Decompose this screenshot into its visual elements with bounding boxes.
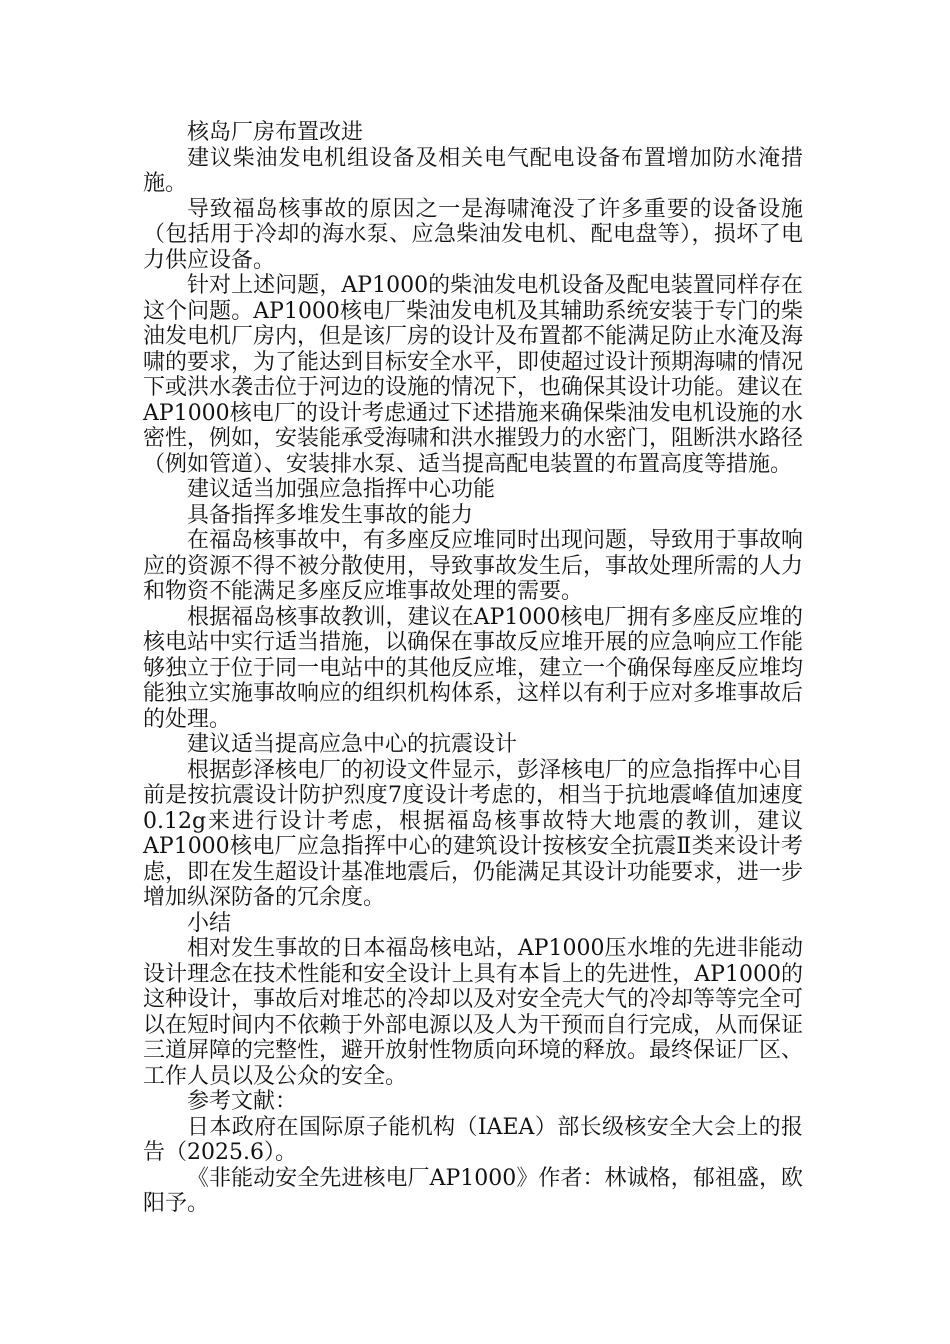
subheading-multi-reactor: 具备指挥多堆发生事故的能力 xyxy=(187,502,474,528)
references-heading: 参考文献： xyxy=(187,1089,298,1114)
section-heading-emergency-center: 建议适当加强应急指挥中心功能 xyxy=(187,477,496,502)
paragraph-summary: 相对发生事故的日本福岛核电站，AP1000压水堆的先进非能动设计理念在技术性能和安全设计上具有本旨上的先进性，AP1000的这种设计，事故后对堆芯的冷却以及对安全壳大气的冷却等等完全可以在短时间内不依赖于外部电源以及人为干预而自行完成，从而保证三道屏障的完整性，避开放射性物质向环境的释放。最终保证厂区、工作人员以及公众的安全。 xyxy=(143,936,804,1089)
document-body xyxy=(143,120,803,1217)
paragraph-ap1000-diesel: 针对上述问题，AP1000的柴油发电机设备及配电装置同样存在这个问题。AP1000核电厂柴油发电机及其辅助系统安装于专门的柴油发电机厂房内，但是该厂房的设计及布置都不能满足防止水淹及海啸的要求，为了能达到目标安全水平，即使超过设计预期海啸的情况下或洪水袭击位于河边的设施的情况下，也确保其设计功能。建议在AP1000核电厂的设计考虑通过下述措施来确保柴油发电机设施的水密性，例如，安装能承受海啸和洪水摧毁力的水密门，阻断洪水路径（例如管道）、安装排水泵、适当提高配电装置的布置高度等措施。 xyxy=(143,273,804,477)
section-heading-layout: 核岛厂房布置改进 xyxy=(187,120,364,145)
paragraph-seismic-design: 根据彭泽核电厂的初设文件显示，彭泽核电厂的应急指挥中心目前是按抗震设计防护烈度7度设计考虑的，相当于抗地震峰值加速度0.12g来进行设计考虑，根据福岛核事故特大地震的教训，建议AP1000核电厂应急指挥中心的建筑设计按核安全抗震Ⅱ类来设计考虑，即在发生超设计基准地震后，仍能满足其设计功能要求，进一步增加纵深防备的冗余度。 xyxy=(143,757,804,910)
paragraph-recommendation-waterproofing: 建议柴油发电机组设备及相关电气配电设备布置增加防水淹措施。 xyxy=(143,145,803,196)
section-heading-seismic: 建议适当提高应急中心的抗震设计 xyxy=(187,732,518,757)
section-heading-summary: 小结 xyxy=(187,910,232,936)
paragraph-fukushima-cause: 导致福岛核事故的原因之一是海啸淹没了许多重要的设备设施（包括用于冷却的海水泵、应急柴油发电机、配电盘等），损坏了电力供应设备。 xyxy=(143,196,803,273)
paragraph-multi-reactor-recommendation: 根据福岛核事故教训，建议在AP1000核电厂拥有多座反应堆的核电站中实行适当措施，以确保在事故反应堆开展的应急响应工作能够独立于位于同一电站中的其他反应堆，建立一个确保每座反应堆均能独立实施事故响应的组织机构体系，这样以有利于应对多堆事故后的处理。 xyxy=(143,604,804,732)
reference-item-2: 《非能动安全先进核电厂AP1000》作者：林诚格，郁祖盛，欧阳予。 xyxy=(143,1165,803,1216)
paragraph-multi-reactor-issue: 在福岛核事故中，有多座反应堆同时出现问题，导致用于事故响应的资源不得不被分散使用，导致事故发生后，事故处理所需的人力和物资不能满足多座反应堆事故处理的需要。 xyxy=(143,528,804,604)
reference-item-1: 日本政府在国际原子能机构（IAEA）部长级核安全大会上的报告（2025.6）。 xyxy=(143,1114,803,1165)
